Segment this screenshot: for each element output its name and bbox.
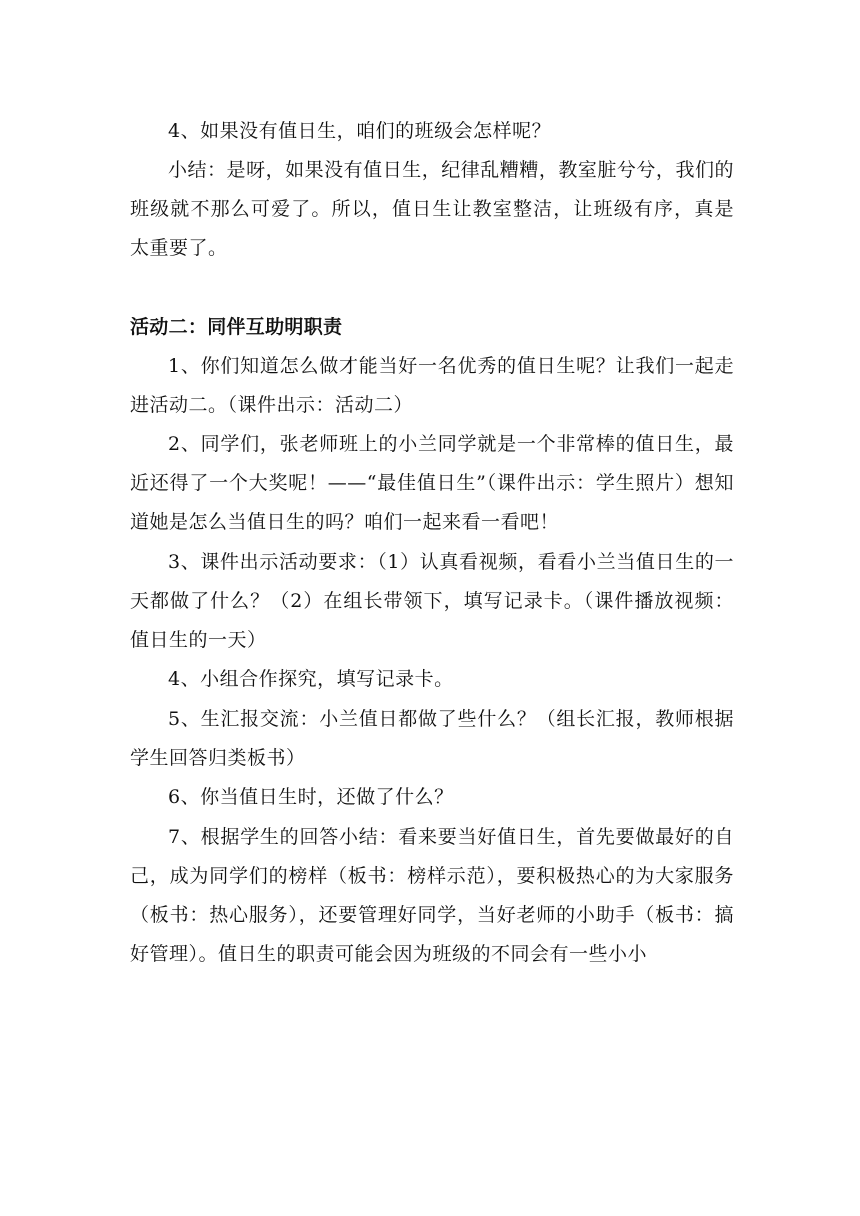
paragraph-step-4: 4、小组合作探究，填写记录卡。 (168, 668, 454, 690)
paragraph-step-3: 3、课件出示活动要求：（1）认真看视频，看看小兰当值日生的一天都做了什么？（2）在组长带领下，填写记录卡。（课件播放视频：值日生的一天） (130, 550, 734, 651)
document-body (130, 112, 734, 974)
paragraph-step-1: 1、你们知道怎么做才能当好一名优秀的值日生呢？让我们一起走进活动二。（课件出示：活动二） (130, 354, 734, 416)
section-spacer (130, 269, 734, 308)
paragraph-step-2: 2、同学们，张老师班上的小兰同学就是一个非常棒的值日生，最近还得了一个大奖呢！——“最佳值日生”（课件出示：学生照片）想知道她是怎么当值日生的吗？咱们一起来看一看吧！ (130, 433, 734, 533)
section-heading-activity-2: 活动二：同伴互助明职责 (130, 315, 343, 338)
paragraph-step-7: 7、根据学生的回答小结：看来要当好值日生，首先要做最好的自己，成为同学们的榜样（板书：榜样示范），要积极热心的为大家服务（板书：热心服务），还要管理好同学，当好老师的小助手（板书：搞好管理）。值日生的职责可能会因为班级的不同会有一些小小 (130, 825, 734, 965)
paragraph-step-6: 6、你当值日生时，还做了什么？ (168, 786, 454, 808)
paragraph-step-5: 5、生汇报交流：小兰值日都做了些什么？（组长汇报，教师根据学生回答归类板书） (130, 707, 734, 769)
paragraph-summary: 小结：是呀，如果没有值日生，纪律乱糟糟，教室脏兮兮，我们的班级就不那么可爱了。所以，值日生让教室整洁，让班级有序，真是太重要了。 (130, 159, 734, 259)
paragraph-question-4: 4、如果没有值日生，咱们的班级会怎样呢？ (168, 120, 552, 142)
